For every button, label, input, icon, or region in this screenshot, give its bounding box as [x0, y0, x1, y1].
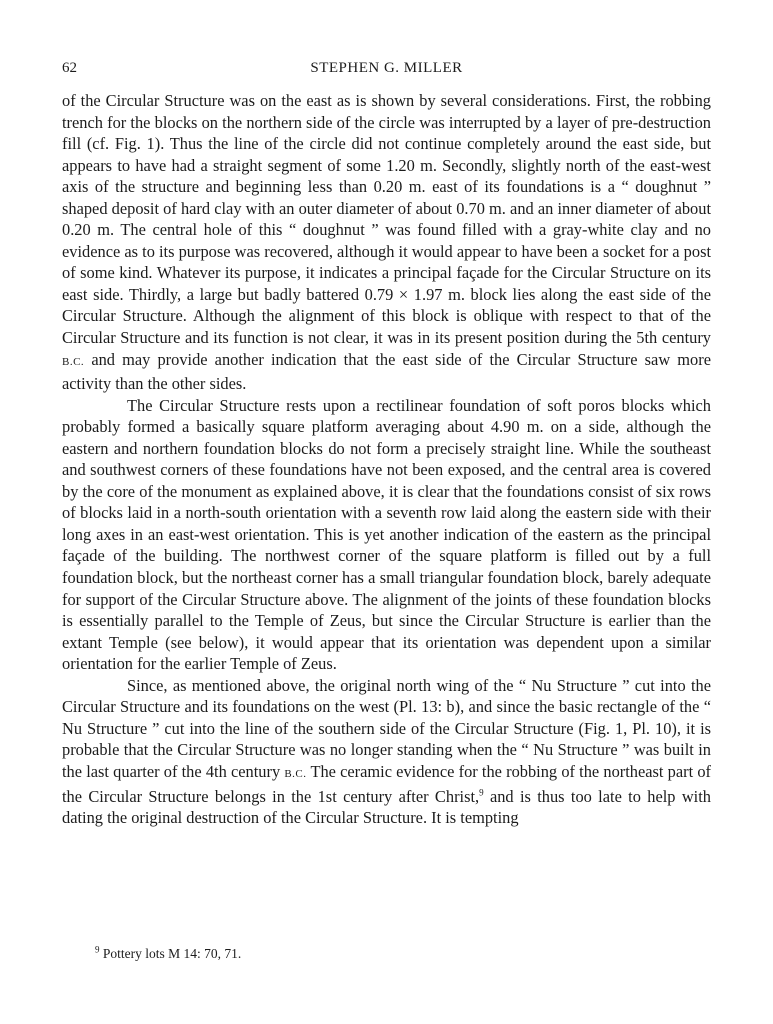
era-abbreviation: B.C. — [284, 767, 307, 780]
running-head: STEPHEN G. MILLER — [310, 60, 463, 76]
paragraph-1-text-after: and may provide another indication that the east side of the Circular Structure saw more activity than the other sides. — [62, 349, 711, 394]
footnote-reference[interactable]: 9 — [479, 787, 484, 798]
paragraph-3 — [62, 675, 711, 829]
footnote-text: Pottery lots M 14: 70, 71. — [102, 946, 242, 961]
paragraph-1 — [62, 90, 711, 395]
page-header — [62, 57, 711, 79]
paragraph-3-text: Since, as mentioned above, the original north wing of the “ Nu Structure ” cut into the Circular Structure and its foundations on the west (Pl. 13: b), and since the basic rectangle of the “ Nu Structure ” cut into the line of the southern side of the Circular Structure (Fig. 1, Pl. 10), it is probable that the Circular Structure was no longer standing when the “ Nu Structure ” was built in the last quarter of the 4th century — [62, 675, 711, 781]
era-abbreviation: B.C. — [62, 355, 85, 368]
page-number: 62 — [62, 60, 77, 76]
paragraph-3-text-middle: The ceramic evidence for the robbing of the northeast part of the Circular Structure belongs in the 1st century after Christ, — [62, 761, 711, 806]
footnote — [95, 944, 241, 964]
footnote-marker: 9 — [95, 944, 100, 955]
paragraph-2-text: The Circular Structure rests upon a rectilinear foundation of soft poros blocks which probably formed a basically square platform averaging about 4.90 m. on a side, although the eastern and northern foundation blocks do not form a precisely straight line. While the southeast and southwest corners of these foundations have not been exposed, and the central area is covered by the core of the monument as explained above, it is clear that the foundations consist of six rows of blocks laid in a north-south orientation with a seventh row laid along the eastern side with their long axes in an east-west orientation. This is yet another indication of the eastern as the principal façade of the building. The northwest corner of the square platform is filled out by a full foundation block, but the northeast corner has a small triangular foundation block, barely adequate for support of the Circular Structure above. The alignment of the joints of these foundation blocks is essentially parallel to the Temple of Zeus, but since the Circular Structure is earlier than the extant Temple (see below), it would appear that its orientation was dependent upon a similar orientation for the earlier Temple of Zeus. — [62, 395, 711, 674]
body-text — [62, 90, 711, 829]
paragraph-1-text: of the Circular Structure was on the east as is shown by several considerations. First, the robbing trench for the blocks on the northern side of the circle was interrupted by a layer of pre-destruction fill (cf. Fig. 1). Thus the line of the circle did not continue completely around the east side, but appears to have had a straight segment of some 1.20 m. Secondly, slightly north of the east-west axis of the structure and beginning less than 0.20 m. east of its foundations is a “ doughnut ” shaped deposit of hard clay with an outer diameter of about 0.70 m. and an inner diameter of about 0.20 m. The central hole of this “ doughnut ” was found filled with a gray-white clay and no evidence as to its purpose was recovered, although it would appear to have been a socket for a post of some kind. Whatever its purpose, it indicates a principal façade for the Circular Structure on its east side. Thirdly, a large but badly battered 0.79 × 1.97 m. block lies along the east side of the Circular Structure. Although the alignment of this block is oblique with respect to that of the Circular Structure and its function is not clear, it was in its present position during the 5th century — [62, 91, 711, 348]
paragraph-2 — [62, 395, 711, 675]
paragraph-3-text-after: and is thus too late to help with dating the original destruction of the Circular Structure. It is tempting — [62, 786, 711, 828]
